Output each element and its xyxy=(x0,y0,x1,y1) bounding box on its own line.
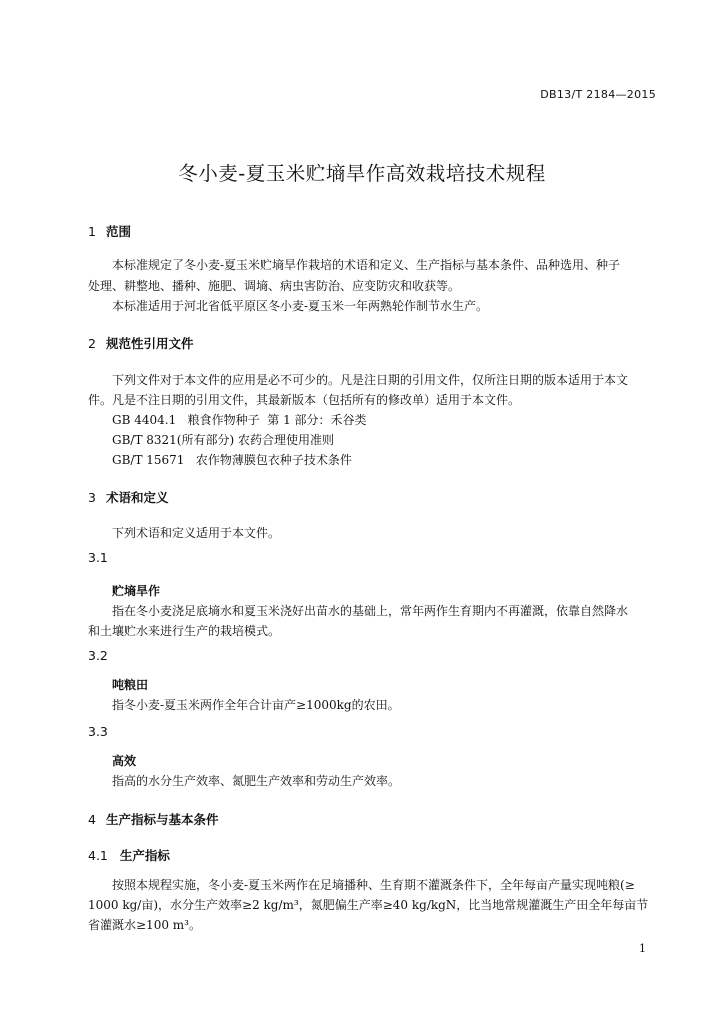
subsection-number: 3.3 xyxy=(88,724,108,739)
reference-item: GB/T 8321(所有部分) 农药合理使用准则 xyxy=(112,433,334,447)
paragraph-line: 处理、耕整地、播种、施肥、调墒、病虫害防治、应变防灾和收获等。 xyxy=(88,279,461,293)
reference-item: GB/T 15671 农作物薄膜包衣种子技术条件 xyxy=(112,453,352,467)
section-number: 4 xyxy=(88,812,96,827)
paragraph-line: 本标准规定了冬小麦-夏玉米贮墒旱作栽培的术语和定义、生产指标与基本条件、品种选用、种子 xyxy=(112,258,621,272)
term-name: 高效 xyxy=(112,754,137,768)
section-number: 2 xyxy=(88,336,96,351)
paragraph-line: 1000 kg/亩)，水分生产效率≥2 kg/m³，氮肥偏生产率≥40 kg/kgN，比当地常规灌溉生产田全年每亩节 xyxy=(88,898,649,912)
page-number: 1 xyxy=(639,942,646,955)
paragraph-line: 省灌溉水≥100 m³。 xyxy=(88,918,201,932)
paragraph-line: 按照本规程实施，冬小麦-夏玉米两作在足墒播种、生育期不灌溉条件下，全年每亩产量实现吨粮(≥ xyxy=(112,878,635,892)
section-4-heading xyxy=(88,810,218,828)
section-title: 范围 xyxy=(105,224,131,239)
section-number: 3 xyxy=(88,490,96,505)
section-title: 规范性引用文件 xyxy=(105,336,194,351)
subsection-4-1-heading xyxy=(88,846,170,864)
section-3-heading xyxy=(88,488,168,506)
term-definition: 和土壤贮水来进行生产的栽培模式。 xyxy=(88,624,281,638)
section-number: 1 xyxy=(88,224,96,239)
section-1-heading xyxy=(88,222,131,240)
paragraph-line: 件。凡是不注日期的引用文件，其最新版本（包括所有的修改单）适用于本文件。 xyxy=(88,393,521,407)
term-name: 贮墒旱作 xyxy=(112,584,161,598)
section-2-heading xyxy=(88,334,193,352)
subsection-number: 4.1 xyxy=(88,848,108,863)
subsection-title: 生产指标 xyxy=(119,848,170,863)
document-title: 冬小麦-夏玉米贮墒旱作高效栽培技术规程 xyxy=(178,162,546,185)
section-title: 术语和定义 xyxy=(105,490,169,505)
paragraph-line: 下列术语和定义适用于本文件。 xyxy=(112,526,281,540)
term-definition: 指高的水分生产效率、氮肥生产效率和劳动生产效率。 xyxy=(112,774,401,788)
reference-item: GB 4404.1 粮食作物种子 第 1 部分：禾谷类 xyxy=(112,413,367,427)
term-definition: 指在冬小麦浇足底墒水和夏玉米浇好出苗水的基础上，常年两作生育期内不再灌溉，依靠自然降水 xyxy=(112,604,629,618)
document-code: DB13/T 2184—2015 xyxy=(540,88,656,101)
subsection-number: 3.1 xyxy=(88,550,108,565)
paragraph-line: 本标准适用于河北省低平原区冬小麦-夏玉米一年两熟轮作制节水生产。 xyxy=(112,299,489,313)
subsection-number: 3.2 xyxy=(88,648,108,663)
term-definition: 指冬小麦-夏玉米两作全年合计亩产≥1000kg的农田。 xyxy=(112,698,400,712)
term-name: 吨粮田 xyxy=(112,678,149,692)
paragraph-line: 下列文件对于本文件的应用是必不可少的。凡是注日期的引用文件，仅所注日期的版本适用于本文 xyxy=(112,373,629,387)
section-title: 生产指标与基本条件 xyxy=(105,812,219,827)
